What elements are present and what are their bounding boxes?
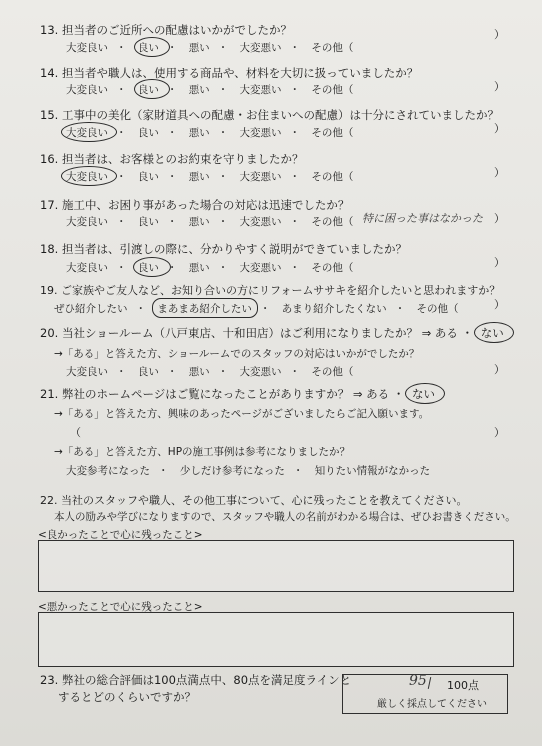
q17-close-paren: ） [494,212,505,225]
q15-opt-5[interactable]: その他（ [311,127,354,139]
q14-options: 大変良い ・ 良い ・ 悪い ・ 大変悪い ・ その他（ [66,82,353,97]
q19-text: 19. ご家族やご友人など、お知り合いの方にリフォームササキを紹介したいと思われますか？ [40,284,501,297]
q22-text: 22. 当社のスタッフや職人、その他工事について、心に残ったことを教えてください。 [40,494,468,507]
q13-text: 13. 担当者のご近所への配慮はいかがでしたか？ [40,23,292,37]
q18-opt-4[interactable]: 大変悪い [239,262,282,274]
q13-opt-3[interactable]: 悪い [188,42,210,54]
q19-opt-3[interactable]: あまり紹介したくない [281,303,387,315]
q14-opt-4[interactable]: 大変悪い [239,84,282,96]
q14-opt-1[interactable]: 大変良い [66,84,108,96]
q18-opt-2[interactable]: 良い [138,260,159,275]
q15-opt-1[interactable]: 大変良い [66,125,108,140]
q21-opt-3[interactable]: 知りたい情報がなかった [314,465,431,477]
q23-text-2: するとどのくらいですか？ [58,690,196,704]
q20-followup: →「ある」と答えた方、ショールームでのスタッフの対応はいかがでしたか？ [54,348,420,360]
q20-opt-5[interactable]: その他（ [311,366,354,378]
q19-close-paren: ） [494,298,505,311]
q21-close-paren: ） [494,426,505,439]
q15-close-paren: ） [494,122,505,135]
q23-max-label: 100点 [447,679,479,692]
q18-text: 18. 担当者は、引渡しの際に、分かりやすく説明ができていましたか？ [40,242,407,256]
q22-bad-textbox[interactable] [38,612,514,667]
q13-opt-4[interactable]: 大変悪い [239,42,282,54]
q21-followup-1: →「ある」と答えた方、興味のあったページがございましたらご記入願います。 [54,408,430,420]
q17-text: 17. 施工中、お困り事があった場合の対応は迅速でしたか？ [40,198,350,212]
q20-options: 大変良い ・ 良い ・ 悪い ・ 大変悪い ・ その他（ [66,366,354,378]
q14-opt-5[interactable]: その他（ [311,84,354,96]
q19-opt-2[interactable]: まあまあ紹介したい [157,301,252,316]
q23-score-stroke [428,677,431,689]
q14-opt-2[interactable]: 良い [138,82,159,97]
q21-opt-2[interactable]: 少しだけ参考になった [179,465,285,477]
q21-open-paren: （ [70,426,81,439]
q19-opt-4[interactable]: その他（ [416,303,459,315]
q16-opt-3[interactable]: 悪い [188,171,210,183]
q19-options: ぜひ紹介したい ・ まあまあ紹介したい ・ あまり紹介したくない ・ その他（ [54,301,459,316]
q22-text-2: 本人の励みや学びになりますので、スタッフや職人の名前がわかる場合は、ぜひお書きください。 [54,511,516,523]
q20-opt-2[interactable]: 良い [137,366,159,378]
q13-opt-5[interactable]: その他（ [311,42,354,54]
q13-opt-1[interactable]: 大変良い [66,42,108,54]
q15-text: 15. 工事中の美化（家財道具への配慮・お住まいへの配慮）は十分にされていましたか？ [40,108,499,122]
q17-opt-2[interactable]: 良い [137,216,159,228]
q20-opt-3[interactable]: 悪い [188,366,210,378]
q14-close-paren: ） [494,80,505,93]
q20-opt-4[interactable]: 大変悪い [239,366,282,378]
q20-close-paren: ） [494,363,505,376]
q20-text: 20. 当社ショールーム（八戸東店、十和田店）はご利用になりましたか？ ⇒ ある ・ ない [40,325,504,341]
q18-opt-1[interactable]: 大変良い [66,262,108,274]
q21-followup-2: →「ある」と答えた方、HPの施工事例は参考になりましたか？ [54,446,351,458]
q23-text: 23. 弊社の総合評価は100点満点中、80点を満足度ラインと [40,673,352,687]
q17-opt-4[interactable]: 大変悪い [239,216,282,228]
q16-opt-5[interactable]: その他（ [311,171,354,183]
q16-opt-2[interactable]: 良い [137,171,159,183]
q21-options: 大変参考になった ・ 少しだけ参考になった ・ 知りたい情報がなかった [66,465,431,477]
q22-good-textbox[interactable] [38,540,514,592]
q15-opt-2[interactable]: 良い [137,127,159,139]
q17-opt-3[interactable]: 悪い [188,216,210,228]
q23-score-box[interactable] [342,674,508,714]
q16-options: 大変良い ・ 良い ・ 悪い ・ 大変悪い ・ その他（ [66,169,353,184]
q13-opt-2[interactable]: 良い [138,40,159,55]
q15-opt-3[interactable]: 悪い [188,127,210,139]
q17-handwritten-other: 特に困った事はなかった [362,212,483,225]
q18-opt-5[interactable]: その他（ [311,262,354,274]
q18-options: 大変良い ・ 良い ・ 悪い ・ 大変悪い ・ その他（ [66,260,353,275]
q16-text: 16. 担当者は、お客様とのお約束を守りましたか？ [40,152,304,166]
q13-options: 大変良い ・ 良い ・ 悪い ・ 大変悪い ・ その他（ [66,40,353,55]
q22-good-label: <良かったことで心に残ったこと> [38,529,203,541]
q19-opt-1[interactable]: ぜひ紹介したい [54,303,128,315]
q15-opt-4[interactable]: 大変悪い [239,127,282,139]
q16-opt-1[interactable]: 大変良い [66,169,108,184]
q20-opt-1[interactable]: 大変良い [66,366,108,378]
q17-opt-5[interactable]: その他（ [311,216,354,228]
q23-handwritten-score: 95 [409,673,427,689]
q17-options: 大変良い ・ 良い ・ 悪い ・ 大変悪い ・ その他（ [66,216,354,228]
q23-note: 厳しく採点してください [377,699,487,710]
q17-opt-1[interactable]: 大変良い [66,216,108,228]
q21-opt-1[interactable]: 大変参考になった [66,465,150,477]
q21-text: 21. 弊社のホームページはご覧になったことがありますか？ ⇒ ある ・ ない [40,386,435,402]
q16-close-paren: ） [494,166,505,179]
q22-bad-label: <悪かったことで心に残ったこと> [38,601,203,613]
q20-answer[interactable]: ない [481,325,504,341]
q14-opt-3[interactable]: 悪い [188,84,210,96]
q15-options: 大変良い ・ 良い ・ 悪い ・ 大変悪い ・ その他（ [66,125,353,140]
q13-close-paren: ） [494,28,505,41]
q18-close-paren: ） [494,256,505,269]
q21-answer[interactable]: ない [412,386,435,402]
q16-opt-4[interactable]: 大変悪い [239,171,282,183]
q18-opt-3[interactable]: 悪い [188,262,210,274]
q14-text: 14. 担当者や職人は、使用する商品や、材料を大切に扱っていましたか？ [40,66,419,80]
